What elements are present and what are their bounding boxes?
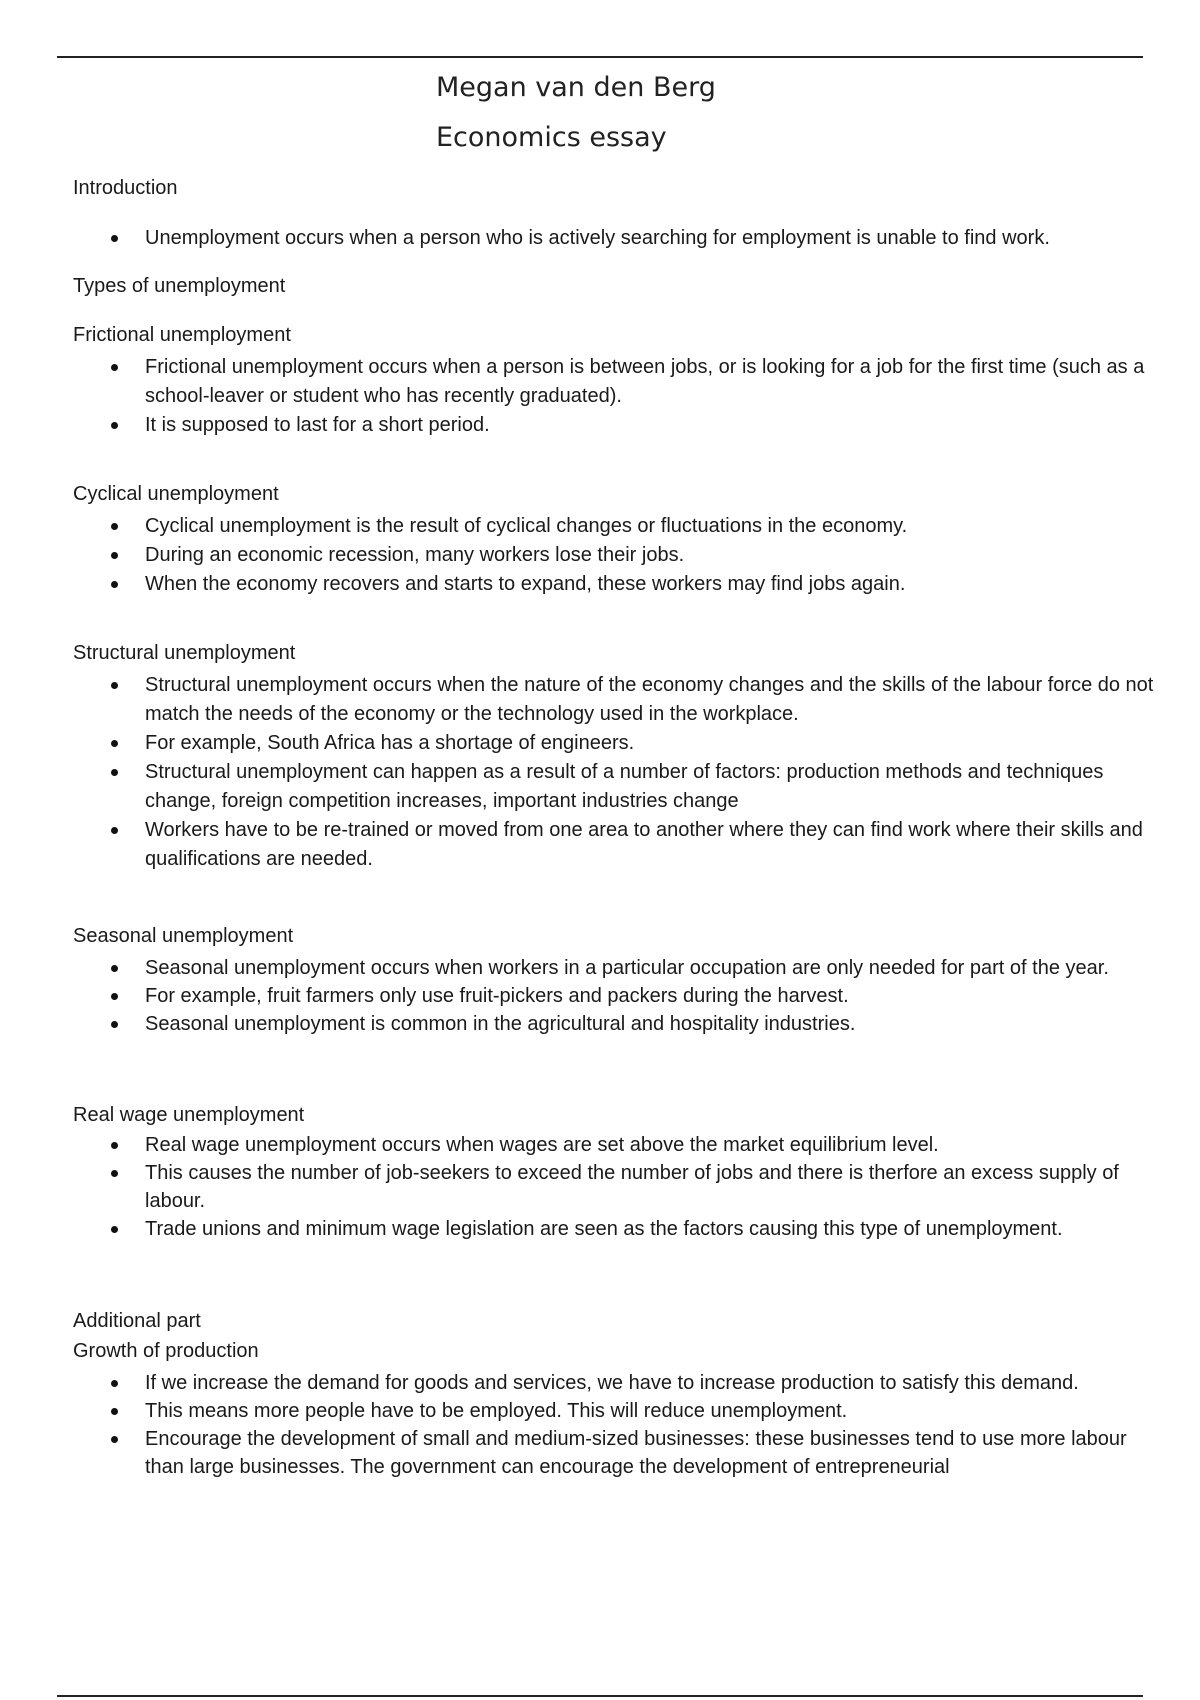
list-item-text: Unemployment occurs when a person who is actively searching for employment is unable to find work.	[145, 227, 1050, 249]
list-item	[73, 1425, 1168, 1481]
list-item	[73, 982, 1168, 1010]
list-item	[73, 1131, 1168, 1159]
list-item-text: Workers have to be re-trained or moved from one area to another where they can find work where their skills and qualifications are needed.	[145, 819, 1143, 870]
list-item	[73, 512, 1168, 541]
bullet-icon	[111, 1021, 118, 1028]
bottom-rule	[57, 1695, 1143, 1697]
list-item-text: Structural unemployment occurs when the nature of the economy changes and the skills of the labour force do not match the needs of the economy or the technology used in the workplace.	[145, 674, 1154, 725]
list-item	[73, 816, 1168, 874]
section-list-structural	[73, 671, 1168, 874]
list-item	[73, 353, 1168, 411]
bullet-icon	[111, 1226, 118, 1233]
bullet-icon	[111, 235, 118, 242]
list-item-text: For example, fruit farmers only use fruit-pickers and packers during the harvest.	[145, 985, 849, 1007]
bullet-icon	[111, 769, 118, 776]
author-name: Megan van den Berg	[436, 72, 716, 103]
list-item	[73, 1397, 1168, 1425]
top-rule	[57, 56, 1143, 58]
section-list-real-wage	[73, 1131, 1168, 1243]
list-item-text: It is supposed to last for a short period.	[145, 414, 490, 436]
bullet-icon	[111, 1380, 118, 1387]
section-list-seasonal	[73, 954, 1168, 1038]
list-item	[73, 1369, 1168, 1397]
introduction-heading: Introduction	[73, 177, 178, 199]
list-item	[73, 1159, 1168, 1215]
bullet-icon	[111, 965, 118, 972]
essay-title: Economics essay	[436, 122, 667, 153]
list-item-text: During an economic recession, many workers lose their jobs.	[145, 544, 685, 566]
list-item-text: Seasonal unemployment occurs when workers in a particular occupation are only needed for part of the year.	[145, 957, 1109, 979]
introduction-list	[73, 224, 1168, 253]
bullet-icon	[111, 682, 118, 689]
list-item-text: Real wage unemployment occurs when wages are set above the market equilibrium level.	[145, 1134, 939, 1156]
bullet-icon	[111, 740, 118, 747]
bullet-icon	[111, 422, 118, 429]
bullet-icon	[111, 364, 118, 371]
bullet-icon	[111, 827, 118, 834]
additional-subheading: Growth of production	[73, 1340, 259, 1362]
bullet-icon	[111, 523, 118, 530]
list-item-text: Trade unions and minimum wage legislation are seen as the factors causing this type of unemployment.	[145, 1218, 1063, 1240]
additional-heading: Additional part	[73, 1310, 201, 1332]
list-item	[73, 1215, 1168, 1243]
list-item-text: Encourage the development of small and medium-sized businesses: these businesses tend to use more labour than large businesses. The government can encourage the development of entrepreneurial	[145, 1428, 1127, 1478]
additional-list	[73, 1369, 1168, 1481]
bullet-icon	[111, 581, 118, 588]
section-heading-frictional: Frictional unemployment	[73, 324, 291, 346]
bullet-icon	[111, 552, 118, 559]
list-item-text: Cyclical unemployment is the result of cyclical changes or fluctuations in the economy.	[145, 515, 908, 537]
list-item	[73, 1010, 1168, 1038]
section-list-cyclical	[73, 512, 1168, 599]
list-item-text: Structural unemployment can happen as a result of a number of factors: production methods and techniques change, foreign competition increases, important industries change	[145, 761, 1104, 812]
list-item	[73, 224, 1168, 253]
list-item	[73, 729, 1168, 758]
bullet-icon	[111, 1408, 118, 1415]
list-item-text: Frictional unemployment occurs when a person is between jobs, or is looking for a job for the first time (such as a school-leaver or student who has recently graduated).	[145, 356, 1145, 407]
list-item	[73, 758, 1168, 816]
bullet-icon	[111, 993, 118, 1000]
list-item-text: If we increase the demand for goods and services, we have to increase production to satisfy this demand.	[145, 1372, 1079, 1394]
list-item-text: This means more people have to be employed. This will reduce unemployment.	[145, 1400, 848, 1422]
list-item-text: This causes the number of job-seekers to exceed the number of jobs and there is therfore an excess supply of labour.	[145, 1162, 1119, 1212]
section-heading-seasonal: Seasonal unemployment	[73, 925, 294, 947]
list-item	[73, 954, 1168, 982]
list-item	[73, 671, 1168, 729]
section-list-frictional	[73, 353, 1168, 440]
section-heading-real-wage: Real wage unemployment	[73, 1104, 305, 1126]
section-heading-cyclical: Cyclical unemployment	[73, 483, 279, 505]
list-item	[73, 570, 1168, 599]
list-item-text: For example, South Africa has a shortage of engineers.	[145, 732, 635, 754]
bullet-icon	[111, 1170, 118, 1177]
bullet-icon	[111, 1436, 118, 1443]
list-item	[73, 411, 1168, 440]
types-heading: Types of unemployment	[73, 275, 286, 297]
list-item	[73, 541, 1168, 570]
bullet-icon	[111, 1142, 118, 1149]
section-heading-structural: Structural unemployment	[73, 642, 296, 664]
list-item-text: Seasonal unemployment is common in the agricultural and hospitality industries.	[145, 1013, 856, 1035]
list-item-text: When the economy recovers and starts to expand, these workers may find jobs again.	[145, 573, 906, 595]
